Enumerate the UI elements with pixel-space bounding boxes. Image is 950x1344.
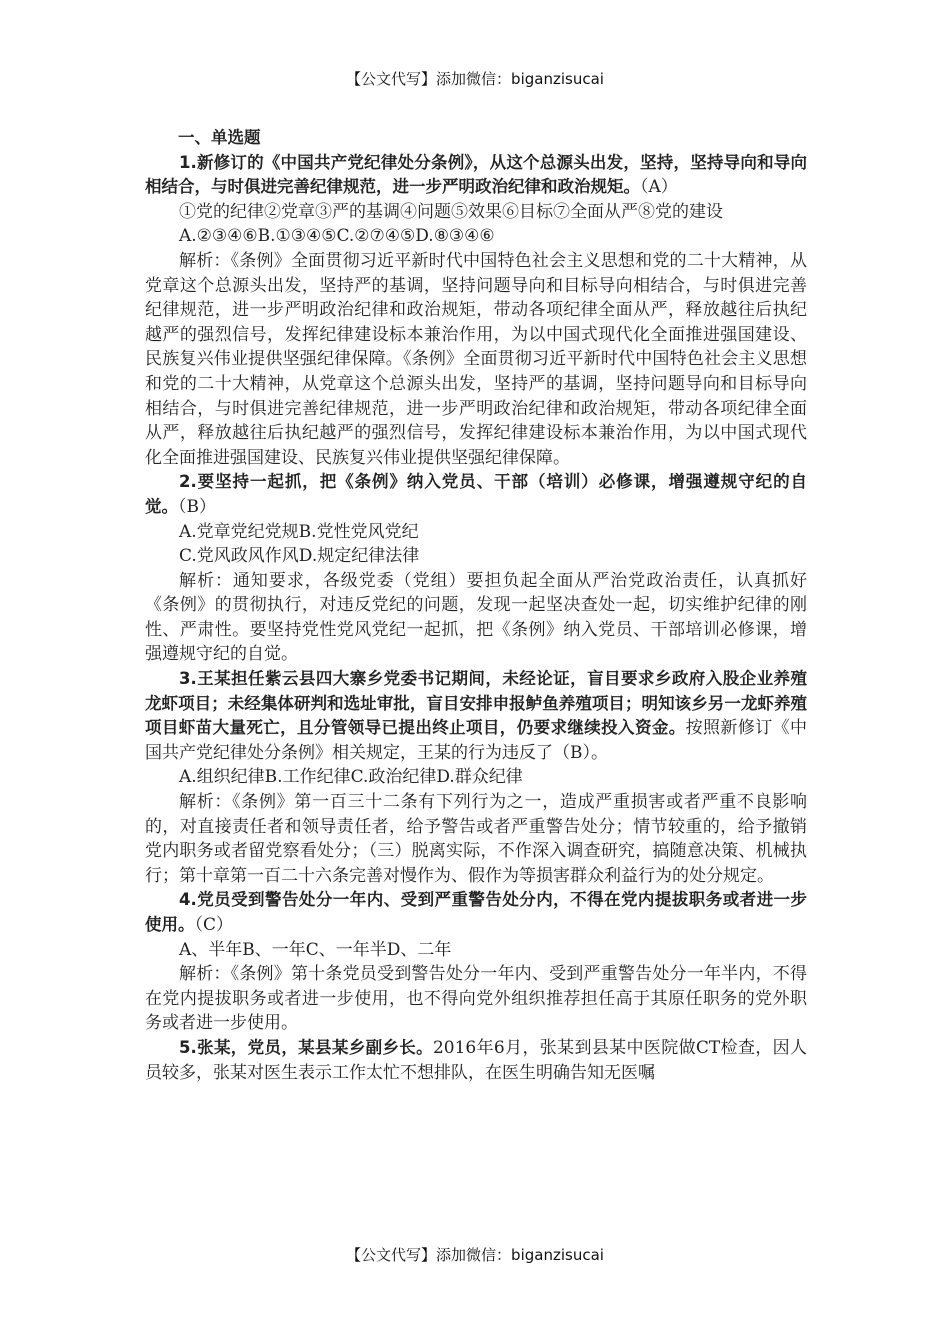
question-5-tail: 2016年6月，张某到县某中医院做CT检查，因人员较多，张某对医生表示工作太忙不想排队，在医生明确告知无医嘱 bbox=[145, 1037, 807, 1083]
question-1-answer: （A） bbox=[640, 177, 678, 198]
document-body bbox=[145, 126, 807, 1085]
question-2-options-2: C.党风政风作风D.规定纪律法律 bbox=[179, 546, 420, 567]
question-3-tail: 按照新修订《中国共产党纪律处分条例》相关规定，王某的行为违反了（B）。 bbox=[145, 718, 808, 763]
question-4-analysis: 解析：《条例》第十条党员受到警告处分一年内、受到严重警告处分一年半内，不得在党内提拔职务或者进一步使用，也不得向党外组织推荐担任高于其原任职务的党外职务或者进一步使用。 bbox=[145, 964, 807, 1034]
question-2-answer: （B） bbox=[178, 496, 216, 517]
question-3-stem: 3.王某担任紫云县四大寨乡党委书记期间，未经论证，盲目要求乡政府入股企业养殖龙虾项目；未经集体研判和选址审批，盲目安排申报鲈鱼养殖项目；明知该乡另一龙虾养殖项目虾苗大量死亡，且分管领导已提出终止项目，仍要求继续投入资金。 bbox=[145, 669, 807, 738]
question-3-analysis: 解析：《条例》第一百三十二条有下列行为之一，造成严重损害或者严重不良影响的，对直接责任者和领导责任者，给予警告或者严重警告处分；情节较重的，给予撤销党内职务或者留党察看处分；（三）脱离实际，不作深入调查研究，搞随意决策、机械执行；第十章第一百二十六条完善对慢作为、假作为等损害群众利益行为的处分规定。 bbox=[145, 792, 807, 886]
question-3 bbox=[145, 667, 807, 765]
question-1-analysis: 解析：《条例》全面贯彻习近平新时代中国特色社会主义思想和党的二十大精神，从党章这个总源头出发，坚持严的基调，坚持问题导向和目标导向相结合，与时俱进完善纪律规范，进一步严明政治纪律和政治规矩，带动各项纪律全面从严，释放越往后执纪越严的强烈信号，发挥纪律建设标本兼治作用，为以中国式现代化全面推进强国建设、民族复兴伟业提供坚强纪律保障。《条例》全面贯彻习近平新时代中国特色社会主义思想和党的二十大精神，从党章这个总源头出发，坚持严的基调，坚持问题导向和目标导向相结合，与时俱进完善纪律规范，进一步严明政治纪律和政治规矩，带动各项纪律全面从严，释放越往后执纪越严的强烈信号，发挥纪律建设标本兼治作用，为以中国式现代化全面推进强国建设、民族复兴伟业提供坚强纪律保障。 bbox=[145, 250, 807, 468]
question-1 bbox=[145, 151, 807, 200]
question-3-options: A.组织纪律B.工作纪律C.政治纪律D.群众纪律 bbox=[179, 767, 523, 788]
question-2-options-1: A.党章党纪党规B.党性党风党纪 bbox=[179, 521, 419, 542]
question-4-stem: 4.党员受到警告处分一年内、受到严重警告处分内，不得在党内提拔职务或者进一步使用。 bbox=[145, 890, 807, 934]
page-footer: 【公文代写】添加微信：biganzisucai bbox=[346, 1246, 604, 1264]
question-1-items: ①党的纪律②党章③严的基调④问题⑤效果⑥目标⑦全面从严⑧党的建设 bbox=[179, 201, 723, 222]
question-4-answer: （C） bbox=[194, 915, 234, 935]
section-title: 一、单选题 bbox=[178, 128, 261, 147]
question-4-options: A、半年B、一年C、一年半D、二年 bbox=[179, 939, 452, 960]
question-2 bbox=[145, 470, 807, 519]
question-2-stem: 2.要坚持一起抓，把《条例》纳入党员、干部（培训）必修课，增强遵规守纪的自觉。 bbox=[145, 472, 807, 516]
page-header: 【公文代写】添加微信：biganzisucai bbox=[346, 70, 604, 88]
question-5-stem: 5.张某，党员，某县某乡副乡长。 bbox=[179, 1037, 433, 1057]
question-4 bbox=[145, 888, 807, 937]
question-2-analysis: 解析：通知要求，各级党委（党组）要担负起全面从严治党政治责任，认真抓好《条例》的贯彻执行，对违反党纪的问题，发现一起坚决查处一起，切实维护纪律的刚性、严肃性。要坚持党性党风党纪一起抓，把《条例》纳入党员、干部培训必修课，增强遵规守纪的自觉。 bbox=[145, 570, 807, 665]
question-1-options: A.②③④⑥B.①③④⑤C.②⑦④⑤D.⑧③④⑥ bbox=[179, 226, 495, 247]
question-1-stem: 1.新修订的《中国共产党纪律处分条例》，从这个总源头出发，坚持，坚持导向和导向相结合，与时俱进完善纪律规范，进一步严明政治纪律和政治规矩。 bbox=[145, 152, 807, 197]
question-5 bbox=[145, 1036, 807, 1085]
